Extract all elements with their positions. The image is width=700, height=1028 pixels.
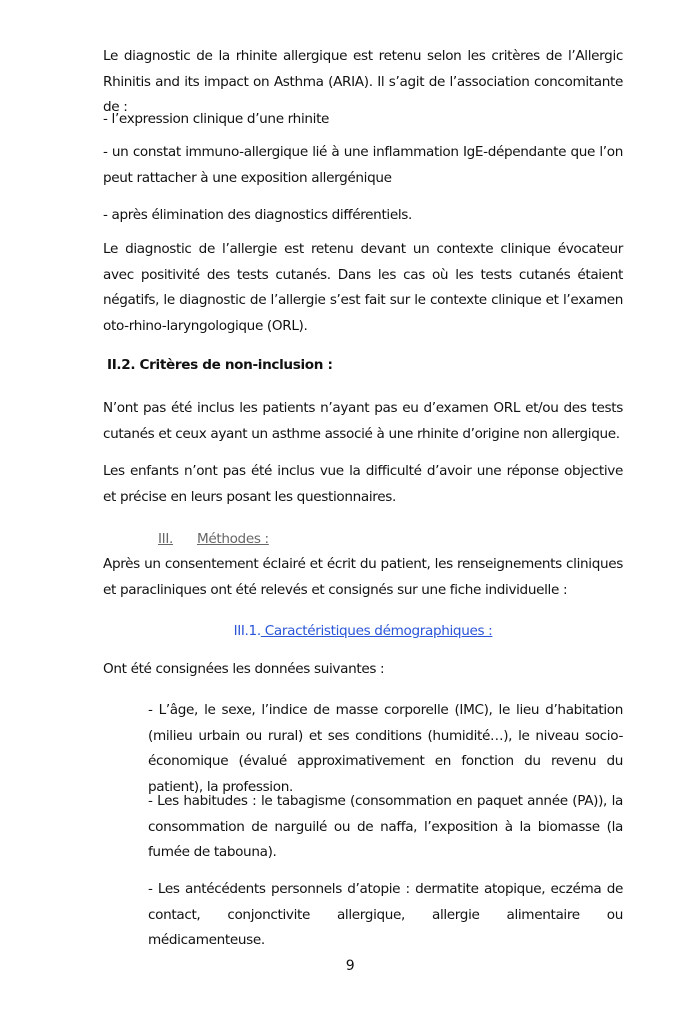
subsection-number: III.1. <box>233 623 261 639</box>
list-item: - Les habitudes : le tabagisme (consommation en paquet année (PA)), la consommation de narguilé ou de naffa, l’exposition à la biomasse (la fumée de tabouna). <box>148 793 623 861</box>
section-heading <box>158 527 678 553</box>
paragraph: Le diagnostic de la rhinite allergique est retenu selon les critères de l’Allergic Rhinitis and its impact on Asthma (ARIA). Il s’agit de l’association concomitante de : <box>103 48 623 116</box>
paragraph: Ont été consignées les données suivantes : <box>103 661 385 677</box>
section-title: Méthodes : <box>196 531 269 547</box>
page-number: 9 <box>345 958 355 974</box>
section-number: III. <box>158 531 173 547</box>
paragraph: Après un consentement éclairé et écrit du patient, les renseignements cliniques et paracliniques ont été relevés et consignés sur une fiche individuelle : <box>103 556 623 598</box>
section-heading: II.2. Critères de non-inclusion : <box>107 357 333 373</box>
paragraph: - un constat immuno-allergique lié à une inflammation IgE-dépendante que l’on peut rattacher à une exposition allergénique <box>103 144 623 186</box>
paragraph: Les enfants n’ont pas été inclus vue la difficulté d’avoir une réponse objective et précise en leurs posant les questionnaires. <box>103 463 623 505</box>
list-item: - Les antécédents personnels d’atopie : dermatite atopique, eczéma de contact, conjonctivite allergique, allergie alimentaire ou médicamenteuse. <box>148 881 623 949</box>
paragraph: Le diagnostic de l’allergie est retenu devant un contexte clinique évocateur avec positivité des tests cutanés. Dans les cas où les tests cutanés étaient négatifs, le diagnostic de l’allergie s’est fait sur le contexte clinique et l’examen oto-rhino-laryngologique (ORL). <box>103 241 623 334</box>
list-item: - L’âge, le sexe, l’indice de masse corporelle (IMC), le lieu d’habitation (milieu urbain ou rural) et ses conditions (humidité…), le niveau socio-économique (évalué approximativement en fonction du revenu du patient), la profession. <box>148 702 623 795</box>
subsection-heading <box>103 619 623 645</box>
paragraph: - l’expression clinique d’une rhinite <box>103 111 330 127</box>
subsection-title: Caractéristiques démographiques : <box>260 623 493 639</box>
paragraph: N’ont pas été inclus les patients n’ayant pas eu d’examen ORL et/ou des tests cutanés et ceux ayant un asthme associé à une rhinite d’origine non allergique. <box>103 400 623 442</box>
paragraph: - après élimination des diagnostics différentiels. <box>103 207 413 223</box>
